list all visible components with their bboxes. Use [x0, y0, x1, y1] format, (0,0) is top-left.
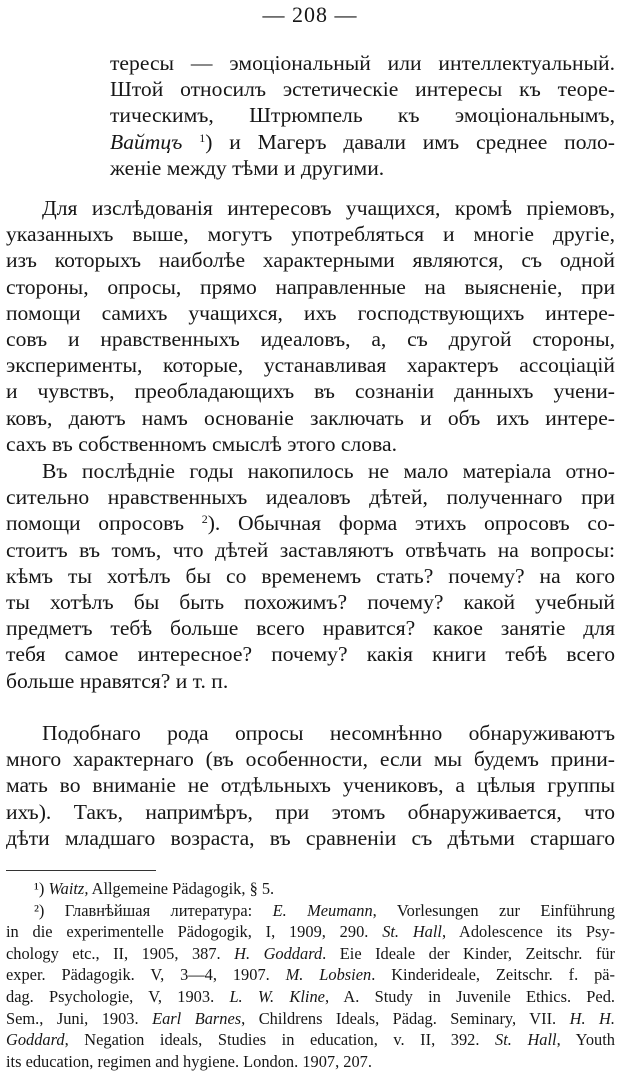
citation-text: Sem., Juni, 1903. [6, 1008, 153, 1028]
text-line: изъ которыхъ наиболѣе характерными являются, съ одной [6, 248, 615, 273]
footnote-ref[interactable]: 1 [199, 130, 206, 145]
citation-text: , Youth [556, 1030, 615, 1050]
text-line: дѣти младшаго возраста, въ сравненіи съ дѣтьми старшаго [6, 825, 615, 850]
text-line: ихъ). Такъ, напримѣръ, при этомъ обнаруживается, что [6, 799, 615, 824]
footnote-marker: ¹) [34, 879, 45, 898]
citation-text: , Childrens Ideals, Pädag. Seminary, VII. [241, 1008, 570, 1028]
footnote-2 [6, 900, 615, 1073]
cited-author: L. W. Kline [229, 986, 325, 1006]
paragraph-2 [6, 458, 615, 694]
footnote-line [6, 964, 615, 986]
citation-text: its education, regimen and hygiene. London. 1907, 207. [6, 1051, 372, 1071]
footnote-line [6, 986, 615, 1008]
footnote-author: Waitz, [48, 879, 89, 898]
citation-text: chology etc., II, 1905, 387. [6, 943, 235, 963]
footnote-line [6, 943, 615, 965]
footnotes [6, 878, 615, 1072]
citation-text: in die experimentelle Pädogogik, I, 1909, 290. [6, 922, 383, 942]
text-line: сахъ въ собственномъ смыслѣ этого слова. [6, 431, 397, 456]
citation-text: exper. Pädagogik. V, 3—4, 1907. [6, 965, 286, 985]
footnote-line [6, 921, 615, 943]
text-line: предметъ тебѣ больше всего нравится? какое занятіе для [6, 616, 615, 641]
page-number: — 208 — [262, 2, 358, 27]
text-line: помощи самихъ учащихся, ихъ господствующихъ интере- [6, 300, 615, 325]
text-line: кѣмъ ты хотѣлъ бы со временемъ стать? почему? на кого [6, 563, 615, 588]
footnote-line [6, 1029, 615, 1051]
cited-author: H. H. [569, 1008, 615, 1028]
citation-text: , Vorlesungen zur Einführung [372, 900, 615, 920]
citation-text: , A. Study in Juvenile Ethics. Ped. [324, 986, 615, 1006]
citation-text: ²) Главнѣйшая литература: [34, 900, 273, 920]
text-line: стоитъ въ томъ, что дѣтей заставляютъ отвѣчать на вопросы: [6, 537, 615, 562]
text-line: тическимъ, Штрюмпель къ эмоціональнымъ, [110, 103, 615, 128]
text-line: много характернаго (въ особенности, если мы будемъ прини- [6, 747, 615, 772]
text-fragment: помощи опросовъ [6, 511, 202, 536]
cited-author: St. Hall [382, 922, 442, 942]
footnote-divider [6, 870, 156, 871]
text-line: стороны, опросы, прямо направленные на выясненіе, при [6, 274, 615, 299]
text-line: женіе между тѣми и другими. [110, 155, 385, 180]
cited-author: E. Meumann [272, 900, 373, 920]
citation-text: . Eie Ideale der Kinder, Zeitschr. für [322, 943, 615, 963]
cited-author: H. Goddard [234, 943, 323, 963]
text-line: и чувствъ, преобладающихъ въ сознаніи данныхъ учени- [6, 379, 615, 404]
footnote-line [6, 1051, 615, 1073]
text-line: сительно нравственныхъ идеаловъ дѣтей, полученнаго при [6, 485, 615, 510]
paragraph-3 [6, 720, 615, 851]
cited-author: St. Hall [495, 1030, 557, 1050]
text-line: совъ и нравственныхъ идеаловъ, а, съ другой стороны, [6, 326, 615, 351]
text-line: Подобнаго рода опросы несомнѣнно обнаруживаютъ [42, 721, 615, 745]
citation-text: , Negation ideals, Studies in education, v. II, 392. [64, 1030, 496, 1050]
text-line: указанныхъ выше, могутъ употребляться и многіе другіе, [6, 222, 615, 247]
footnote-line [6, 900, 615, 922]
text-line: ты хотѣлъ бы быть похожимъ? почему? какой учебный [6, 589, 615, 614]
citation-text: . Kinderideale, Zeitschr. f. pä- [371, 965, 615, 985]
citation-text: dag. Psychologie, V, 1903. [6, 986, 230, 1006]
footnote-1 [6, 878, 615, 900]
author-name: Вайтцъ [110, 129, 183, 154]
cited-author: M. Lobsien [285, 965, 372, 985]
text-line: тересы — эмоціональный или интеллектуальный. [110, 51, 615, 75]
text-line [6, 510, 615, 536]
paragraph-1 [6, 195, 615, 457]
text-fragment: ). Обычная форма этихъ опросовъ со- [207, 511, 615, 536]
footnote-ref[interactable]: 2 [201, 512, 208, 527]
text-line: больше нравятся? и т. п. [6, 668, 229, 693]
text-line: эксперименты, которые, устанавливая характеръ ассоціацій [6, 353, 615, 378]
cited-author: Goddard [6, 1030, 65, 1050]
text-line: Въ послѣдніе годы накопилось не мало матеріала отно- [42, 459, 615, 483]
text-line: мать во вниманіе не отдѣльныхъ учениковъ, а цѣлыя группы [6, 773, 615, 798]
text-line: Штой относилъ эстетическіе интересы къ теоре- [110, 77, 615, 102]
quoted-passage [110, 50, 615, 181]
text-fragment: ) и Магеръ давали имъ среднее поло- [205, 129, 615, 154]
footnote-line [6, 1008, 615, 1030]
cited-author: Earl Barnes [152, 1008, 242, 1028]
text-line: Для изслѣдованія интересовъ учащихся, кромѣ пріемовъ, [42, 196, 615, 220]
footnote-text: Allgemeine Pädagogik, § 5. [88, 879, 275, 898]
citation-text: , Adolescence its Psy- [442, 922, 615, 942]
text-line [110, 129, 615, 155]
text-line: тебя самое интересное? почему? какія книги тебѣ всего [6, 642, 615, 667]
text-line: ковъ, даютъ намъ основаніе заключать и объ ихъ интере- [6, 405, 615, 430]
